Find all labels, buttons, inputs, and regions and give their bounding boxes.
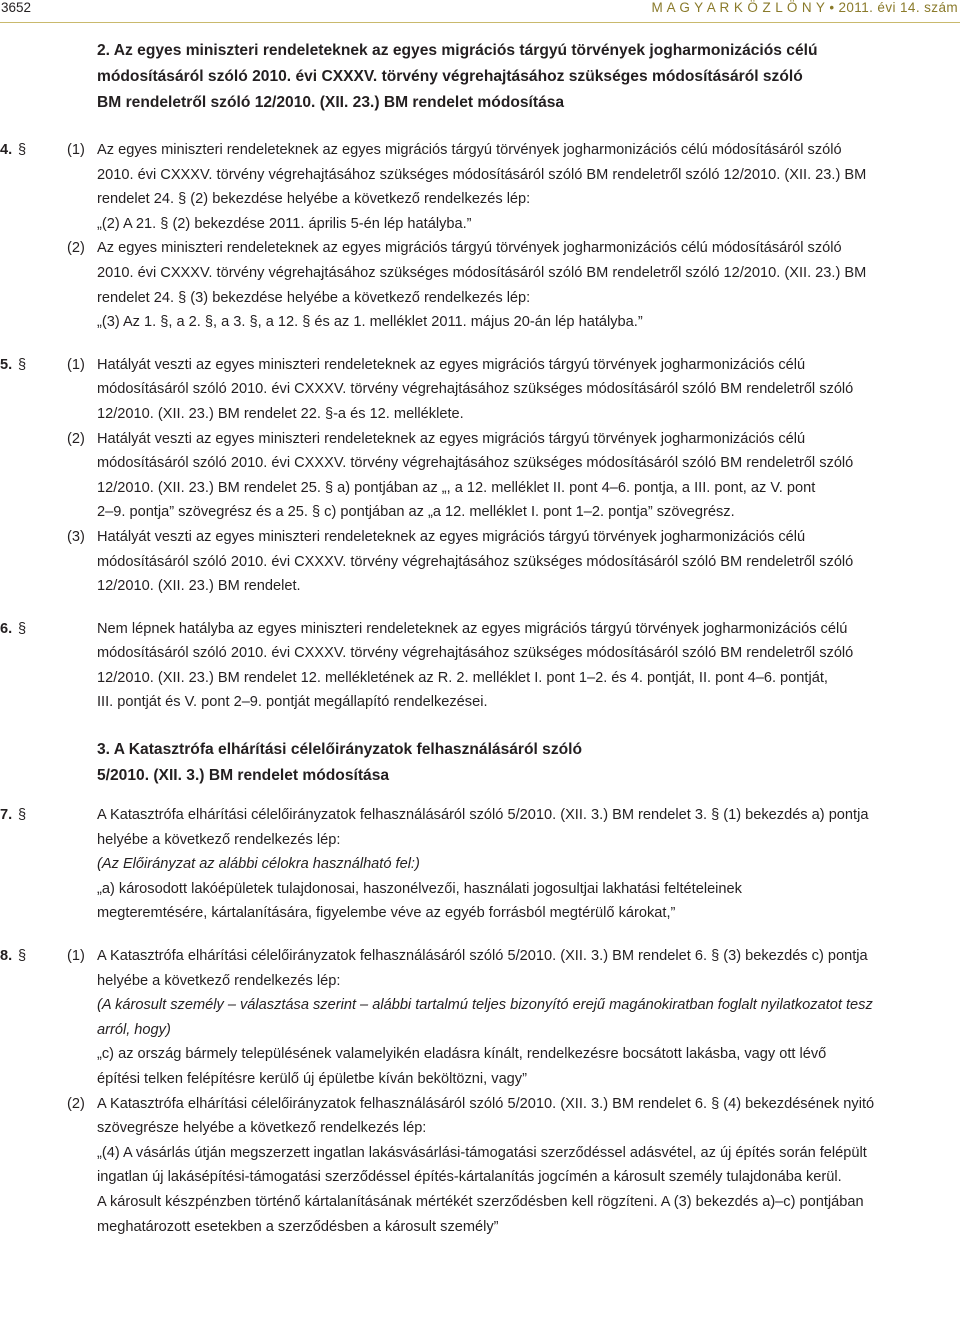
quote-line: ingatlan új lakásépítési-támogatási szerződéssel építés-kártalanítás jogcímén a károsult személy tulajdonába kerül. bbox=[97, 1169, 842, 1186]
text-line: Az egyes miniszteri rendeleteknek az egyes migrációs tárgyú törvények jogharmonizációs célú módosításáról szóló bbox=[97, 240, 842, 257]
text-line: módosításáról szóló 2010. évi CXXXV. törvény végrehajtásához szükséges módosításáról szóló BM rendeletről szóló bbox=[97, 553, 854, 570]
text-line: 2010. évi CXXXV. törvény végrehajtásához szükséges módosításáról szóló BM rendeletről szóló 12/2010. (XII. 23.) BM bbox=[97, 166, 867, 183]
text-line: 12/2010. (XII. 23.) BM rendelet 12. mellékletének az R. 2. melléklet I. pont 1–2. és 4. pontját, II. pont 4–6. pontját, bbox=[97, 669, 828, 686]
quote-line: „(4) A vásárlás útján megszerzett ingatlan lakásvásárlási-támogatási szerződéssel adásvétel, az új építés során felépült bbox=[97, 1144, 867, 1161]
text-line: helyébe a következő rendelkezés lép: bbox=[97, 972, 341, 989]
page-header bbox=[0, 0, 960, 20]
title-line: 5/2010. (XII. 3.) BM rendelet módosítása bbox=[97, 767, 390, 785]
section-number: 8. bbox=[0, 948, 13, 965]
section-5-paragraph-3 bbox=[0, 525, 960, 599]
section-number: 7. bbox=[0, 807, 13, 824]
italic-line: arról, hogy) bbox=[97, 1021, 171, 1038]
text-line: módosításáról szóló 2010. évi CXXXV. törvény végrehajtásához szükséges módosításáról szóló BM rendeletről szóló bbox=[97, 455, 854, 472]
section-4 bbox=[0, 138, 960, 236]
title-line: módosításáról szóló 2010. évi CXXXV. törvény végrehajtásához szükséges módosításáról szóló bbox=[97, 68, 803, 85]
text-line: „(3) Az 1. §, a 2. §, a 3. §, a 12. § és az 1. melléklet 2011. május 20-án lép hatályba.” bbox=[97, 314, 643, 331]
paragraph-number: (2) bbox=[67, 430, 85, 447]
paragraph-number: (3) bbox=[67, 528, 85, 545]
journal-title bbox=[652, 0, 958, 16]
section-4-paragraph-2 bbox=[0, 236, 960, 334]
document-body bbox=[0, 38, 960, 1239]
section-5-paragraph-2 bbox=[0, 427, 960, 525]
paragraph-number: (2) bbox=[67, 240, 85, 257]
text-line: A Katasztrófa elhárítási célelőirányzatok felhasználásáról szóló 5/2010. (XII. 3.) BM rendelet 6. § (3) bekezdés c) pontja bbox=[97, 948, 868, 965]
section-symbol: § bbox=[18, 620, 27, 637]
paragraph-text bbox=[97, 1092, 960, 1240]
chapter-title-2 bbox=[97, 38, 940, 116]
section-symbol: § bbox=[18, 356, 27, 373]
text-line: módosításáról szóló 2010. évi CXXXV. törvény végrehajtásához szükséges módosításáról szóló BM rendeletről szóló bbox=[97, 645, 854, 662]
text-line: Hatályát veszti az egyes miniszteri rendeleteknek az egyes migrációs tárgyú törvények jogharmonizációs célú bbox=[97, 430, 806, 447]
section-symbol: § bbox=[18, 948, 27, 965]
text-line: szövegrésze helyébe a következő rendelkezés lép: bbox=[97, 1120, 427, 1137]
section-8 bbox=[0, 944, 960, 1092]
section-number: 4. bbox=[0, 142, 13, 158]
paragraph-number: (2) bbox=[67, 1095, 85, 1112]
quote-line: építési telken felépítésre kerülő új épületbe kíván beköltözni, vagy” bbox=[97, 1071, 527, 1087]
italic-line: (A károsult személy – választása szerint – alábbi tartalmú teljes bizonyító erejű magánokiratban foglalt nyilatkozatot tesz bbox=[97, 997, 873, 1014]
section-5 bbox=[0, 353, 960, 427]
quote-line: meghatározott esetekben a szerződésben a károsult személy” bbox=[97, 1218, 499, 1235]
section-8-paragraph-2 bbox=[0, 1092, 960, 1240]
text-line: 12/2010. (XII. 23.) BM rendelet 25. § a) pontjában az „, a 12. melléklet II. pont 4–6. pontja, a III. pont, az V. pont bbox=[97, 479, 816, 496]
text-line: 2–9. pontja” szövegrész és a 25. § c) pontjában az „a 12. melléklet I. pont 1–2. pontja” szövegrész. bbox=[97, 504, 735, 521]
title-line: 3. A Katasztrófa elhárítási célelőirányzatok felhasználásáról szóló bbox=[97, 741, 583, 759]
text-line: 12/2010. (XII. 23.) BM rendelet 22. §-a és 12. melléklete. bbox=[97, 405, 464, 422]
text-line: III. pontját és V. pont 2–9. pontját megállapító rendelkezései. bbox=[97, 694, 488, 711]
paragraph-text bbox=[97, 617, 960, 715]
text-line: Nem lépnek hatályba az egyes miniszteri rendeleteknek az egyes migrációs tárgyú törvények jogharmonizációs célú bbox=[97, 620, 848, 637]
section-symbol: § bbox=[18, 807, 27, 824]
section-number: 5. bbox=[0, 356, 13, 373]
text-line: rendelet 24. § (2) bekezdése helyébe a következő rendelkezés lép: bbox=[97, 191, 531, 208]
text-line: 12/2010. (XII. 23.) BM rendelet. bbox=[97, 578, 301, 595]
paragraph-text bbox=[97, 138, 960, 236]
section-6 bbox=[0, 617, 960, 715]
text-line: 2010. évi CXXXV. törvény végrehajtásához szükséges módosításáról szóló BM rendeletről szóló 12/2010. (XII. 23.) BM bbox=[97, 264, 867, 281]
paragraph-number: (1) bbox=[67, 356, 85, 373]
text-line: módosításáról szóló 2010. évi CXXXV. törvény végrehajtásához szükséges módosításáról szóló BM rendeletről szóló bbox=[97, 381, 854, 398]
chapter-title-3 bbox=[97, 737, 940, 789]
paragraph-text bbox=[97, 353, 960, 427]
text-line: rendelet 24. § (3) bekezdése helyébe a következő rendelkezés lép: bbox=[97, 289, 531, 306]
section-number: 6. bbox=[0, 620, 13, 637]
journal-name: M A G Y A R K Ö Z L Ö N Y bbox=[651, 0, 826, 15]
text-line: A Katasztrófa elhárítási célelőirányzatok felhasználásáról szóló 5/2010. (XII. 3.) BM rendelet 6. § (4) bekezdésének nyitó bbox=[97, 1095, 875, 1112]
quote-line: „c) az ország bármely településének valamelyikén eladásra kínált, rendelkezésre bocsátott lakásba, vagy ott lévő bbox=[97, 1046, 827, 1063]
quote-line: megteremtésére, kártalanítására, figyelembe véve az egyéb forrásból megtérülő károkat,” bbox=[97, 905, 676, 922]
paragraph-text bbox=[97, 427, 960, 525]
paragraph-number: (1) bbox=[67, 142, 85, 158]
text-line: Hatályát veszti az egyes miniszteri rendeleteknek az egyes migrációs tárgyú törvények jogharmonizációs célú bbox=[97, 356, 806, 373]
page-number: 3652 bbox=[1, 0, 32, 15]
text-line: „(2) A 21. § (2) bekezdése 2011. április 5-én lép hatályba.” bbox=[97, 215, 472, 232]
quote-line: „a) károsodott lakóépületek tulajdonosai, haszonélvezői, használati jogosultjai lakhatási feltételeinek bbox=[97, 880, 742, 897]
text-line: helyébe a következő rendelkezés lép: bbox=[97, 831, 341, 848]
paragraph-text bbox=[97, 803, 960, 926]
paragraph-text bbox=[97, 944, 960, 1092]
paragraph-text bbox=[97, 525, 960, 599]
text-line: Hatályát veszti az egyes miniszteri rendeleteknek az egyes migrációs tárgyú törvények jogharmonizációs célú bbox=[97, 528, 806, 545]
section-symbol: § bbox=[18, 142, 27, 158]
paragraph-text bbox=[97, 236, 960, 334]
quote-line: A károsult készpénzben történő kártalanításának mértékét szerződésben kell rögzíteni. A (3) bekezdés a)–c) pontjában bbox=[97, 1193, 864, 1210]
text-line: Az egyes miniszteri rendeleteknek az egyes migrációs tárgyú törvények jogharmonizációs célú módosításáról szóló bbox=[97, 142, 842, 158]
text-line: A Katasztrófa elhárítási célelőirányzatok felhasználásáról szóló 5/2010. (XII. 3.) BM rendelet 3. § (1) bekezdés a) pontja bbox=[97, 807, 869, 824]
title-line: BM rendeletről szóló 12/2010. (XII. 23.) BM rendelet módosítása bbox=[97, 94, 565, 111]
italic-line: (Az Előirányzat az alábbi célokra használható fel:) bbox=[97, 856, 420, 873]
paragraph-number: (1) bbox=[67, 948, 85, 965]
issue-label: 2011. évi 14. szám bbox=[838, 0, 958, 15]
title-line: 2. Az egyes miniszteri rendeleteknek az egyes migrációs tárgyú törvények jogharmonizációs célú bbox=[97, 42, 818, 59]
header-rule bbox=[0, 22, 960, 23]
section-7 bbox=[0, 803, 960, 926]
bullet-icon: • bbox=[829, 0, 835, 15]
